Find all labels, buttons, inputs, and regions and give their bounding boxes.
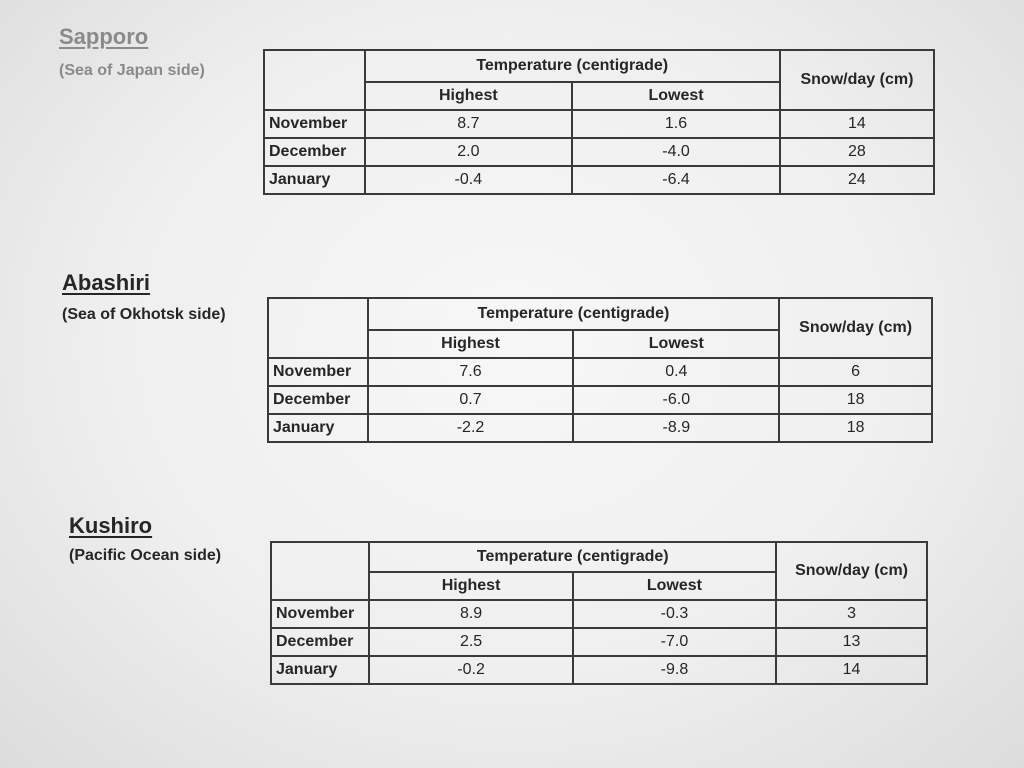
city-subtitle: (Sea of Japan side) — [59, 62, 205, 79]
highest-cell: -0.4 — [365, 166, 573, 194]
city-subtitle: (Pacific Ocean side) — [69, 547, 222, 564]
lowest-cell: -8.9 — [573, 414, 779, 442]
snow-cell: 14 — [780, 110, 934, 138]
month-cell: December — [268, 386, 368, 414]
corner-cell — [264, 50, 365, 110]
header-row — [271, 542, 927, 572]
lowest-cell: 0.4 — [573, 358, 779, 386]
snow-cell: 13 — [776, 628, 927, 656]
table-row — [268, 386, 932, 414]
lowest-header: Lowest — [573, 330, 779, 358]
lowest-header: Lowest — [573, 572, 776, 600]
highest-cell: 8.7 — [365, 110, 573, 138]
city-title: Kushiro — [69, 513, 153, 538]
lowest-cell: -6.0 — [573, 386, 779, 414]
table-row — [264, 166, 934, 194]
month-cell: November — [268, 358, 368, 386]
lowest-cell: -0.3 — [573, 600, 776, 628]
table-row — [268, 414, 932, 442]
lowest-cell: -9.8 — [573, 656, 776, 684]
highest-cell: 0.7 — [368, 386, 574, 414]
snow-cell: 6 — [779, 358, 932, 386]
table-row — [268, 358, 932, 386]
month-cell: December — [264, 138, 365, 166]
snow-header: Snow/day (cm) — [779, 298, 932, 358]
table-row — [271, 628, 927, 656]
snow-cell: 24 — [780, 166, 934, 194]
highest-header: Highest — [368, 330, 574, 358]
temperature-header: Temperature (centigrade) — [365, 50, 780, 82]
table-row — [264, 138, 934, 166]
corner-cell — [268, 298, 368, 358]
lowest-cell: -4.0 — [572, 138, 780, 166]
highest-cell: -0.2 — [369, 656, 572, 684]
lowest-cell: -6.4 — [572, 166, 780, 194]
highest-header: Highest — [369, 572, 572, 600]
city-title: Abashiri — [62, 270, 151, 295]
highest-cell: 2.5 — [369, 628, 572, 656]
highest-header: Highest — [365, 82, 573, 110]
lowest-cell: -7.0 — [573, 628, 776, 656]
lowest-cell: 1.6 — [572, 110, 780, 138]
month-cell: January — [264, 166, 365, 194]
highest-cell: 7.6 — [368, 358, 574, 386]
snow-cell: 18 — [779, 386, 932, 414]
table-row — [271, 600, 927, 628]
snow-cell: 18 — [779, 414, 932, 442]
snow-cell: 14 — [776, 656, 927, 684]
snow-cell: 3 — [776, 600, 927, 628]
highest-cell: 2.0 — [365, 138, 573, 166]
table-row — [264, 110, 934, 138]
snow-header: Snow/day (cm) — [776, 542, 927, 600]
snow-header: Snow/day (cm) — [780, 50, 934, 110]
month-cell: November — [271, 600, 369, 628]
month-cell: January — [268, 414, 368, 442]
city-subtitle: (Sea of Okhotsk side) — [62, 306, 226, 323]
highest-cell: -2.2 — [368, 414, 574, 442]
climate-table — [263, 49, 935, 195]
corner-cell — [271, 542, 369, 600]
snow-cell: 28 — [780, 138, 934, 166]
temperature-header: Temperature (centigrade) — [368, 298, 780, 330]
header-row — [268, 298, 932, 330]
month-cell: January — [271, 656, 369, 684]
city-title: Sapporo — [59, 24, 149, 49]
highest-cell: 8.9 — [369, 600, 572, 628]
table-row — [271, 656, 927, 684]
header-row — [264, 50, 934, 82]
lowest-header: Lowest — [572, 82, 780, 110]
month-cell: December — [271, 628, 369, 656]
climate-table — [267, 297, 933, 443]
climate-table — [270, 541, 928, 685]
month-cell: November — [264, 110, 365, 138]
temperature-header: Temperature (centigrade) — [369, 542, 776, 572]
